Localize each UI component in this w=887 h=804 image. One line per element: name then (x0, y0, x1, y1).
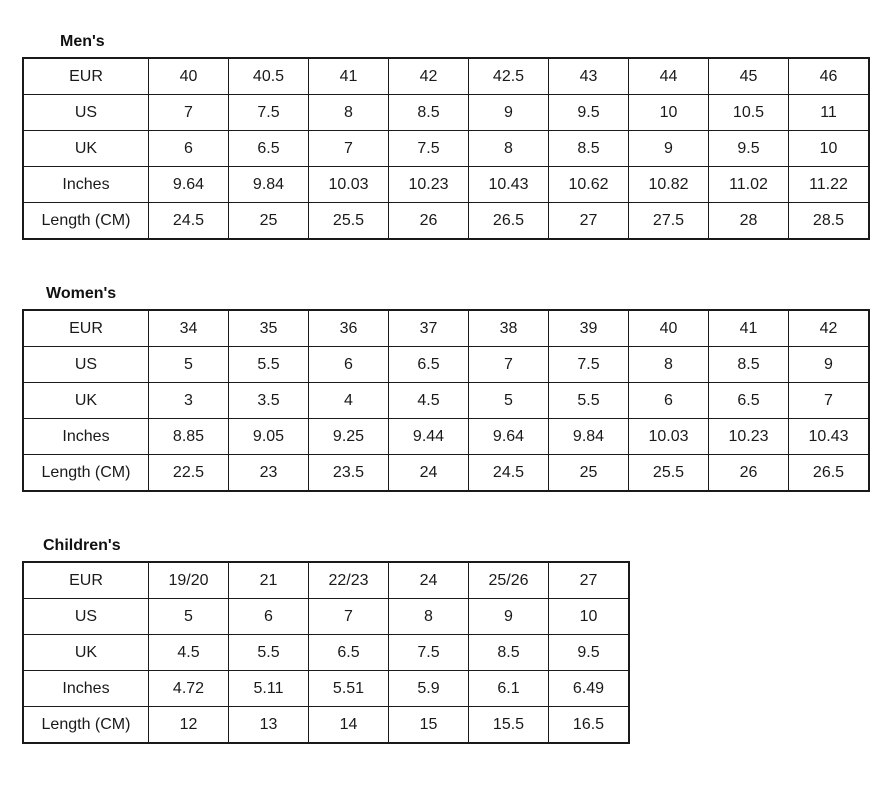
size-cell: 6.49 (549, 671, 630, 707)
size-cell: 7.5 (389, 131, 469, 167)
size-cell: 26.5 (789, 455, 870, 492)
size-cell: 27 (549, 203, 629, 240)
size-cell: 9.5 (709, 131, 789, 167)
size-cell: 36 (309, 310, 389, 347)
size-cell: 26.5 (469, 203, 549, 240)
size-cell: 24 (389, 455, 469, 492)
size-cell: 4 (309, 383, 389, 419)
table-row (23, 310, 869, 347)
size-cell: 9.25 (309, 419, 389, 455)
size-cell: 6 (309, 347, 389, 383)
size-cell: 6.5 (229, 131, 309, 167)
size-cell: 5.9 (389, 671, 469, 707)
table-row (23, 419, 869, 455)
size-cell: 25 (549, 455, 629, 492)
size-cell: 7.5 (229, 95, 309, 131)
size-cell: 16.5 (549, 707, 630, 744)
table-row (23, 455, 869, 492)
table-row (23, 203, 869, 240)
childrens-size-table (22, 561, 630, 744)
size-cell: 8.5 (549, 131, 629, 167)
row-label: Length (CM) (23, 203, 149, 240)
size-cell: 4.5 (149, 635, 229, 671)
table-row (23, 95, 869, 131)
size-cell: 12 (149, 707, 229, 744)
size-cell: 22.5 (149, 455, 229, 492)
mens-title: Men's (60, 33, 105, 50)
size-cell: 8 (469, 131, 549, 167)
size-cell: 25 (229, 203, 309, 240)
size-cell: 6.5 (389, 347, 469, 383)
size-cell: 9 (469, 599, 549, 635)
row-label: Inches (23, 167, 149, 203)
size-cell: 41 (709, 310, 789, 347)
size-cell: 5 (469, 383, 549, 419)
table-row (23, 347, 869, 383)
row-label: Inches (23, 671, 149, 707)
size-cell: 3 (149, 383, 229, 419)
size-cell: 13 (229, 707, 309, 744)
size-cell: 8.5 (709, 347, 789, 383)
size-cell: 24.5 (469, 455, 549, 492)
size-cell: 9 (629, 131, 709, 167)
size-cell: 9 (789, 347, 870, 383)
size-cell: 11.22 (789, 167, 870, 203)
row-label: UK (23, 383, 149, 419)
table-row (23, 671, 629, 707)
size-cell: 19/20 (149, 562, 229, 599)
childrens-title: Children's (43, 537, 121, 554)
size-cell: 42 (789, 310, 870, 347)
table-row (23, 599, 629, 635)
size-cell: 5.5 (229, 347, 309, 383)
size-cell: 44 (629, 58, 709, 95)
size-cell: 11.02 (709, 167, 789, 203)
size-cell: 7 (469, 347, 549, 383)
table-row (23, 562, 629, 599)
size-cell: 40 (149, 58, 229, 95)
size-cell: 21 (229, 562, 309, 599)
size-cell: 5.51 (309, 671, 389, 707)
size-cell: 10 (549, 599, 630, 635)
size-cell: 4.72 (149, 671, 229, 707)
row-label: EUR (23, 562, 149, 599)
size-cell: 10.62 (549, 167, 629, 203)
size-cell: 8.5 (389, 95, 469, 131)
row-label: Length (CM) (23, 455, 149, 492)
size-cell: 7.5 (549, 347, 629, 383)
size-cell: 5 (149, 599, 229, 635)
size-cell: 7.5 (389, 635, 469, 671)
size-cell: 15 (389, 707, 469, 744)
size-cell: 10.03 (309, 167, 389, 203)
row-label: UK (23, 131, 149, 167)
size-cell: 9.5 (549, 95, 629, 131)
size-cell: 46 (789, 58, 870, 95)
size-cell: 10.5 (709, 95, 789, 131)
row-label: UK (23, 635, 149, 671)
size-cell: 9.84 (229, 167, 309, 203)
size-cell: 25.5 (309, 203, 389, 240)
mens-size-table (22, 57, 870, 240)
size-cell: 28.5 (789, 203, 870, 240)
size-cell: 34 (149, 310, 229, 347)
size-cell: 14 (309, 707, 389, 744)
row-label: US (23, 599, 149, 635)
size-cell: 7 (789, 383, 870, 419)
size-cell: 9.5 (549, 635, 630, 671)
row-label: Inches (23, 419, 149, 455)
womens-size-table (22, 309, 870, 492)
size-cell: 40 (629, 310, 709, 347)
size-cell: 9 (469, 95, 549, 131)
size-cell: 5.5 (549, 383, 629, 419)
size-cell: 9.84 (549, 419, 629, 455)
size-cell: 9.05 (229, 419, 309, 455)
size-cell: 37 (389, 310, 469, 347)
size-cell: 24 (389, 562, 469, 599)
size-cell: 8.5 (469, 635, 549, 671)
size-cell: 25.5 (629, 455, 709, 492)
size-cell: 43 (549, 58, 629, 95)
table-row (23, 707, 629, 744)
size-cell: 6 (229, 599, 309, 635)
size-cell: 6 (629, 383, 709, 419)
size-cell: 5 (149, 347, 229, 383)
size-cell: 10 (789, 131, 870, 167)
size-cell: 5.11 (229, 671, 309, 707)
size-cell: 10 (629, 95, 709, 131)
size-cell: 10.23 (389, 167, 469, 203)
size-cell: 41 (309, 58, 389, 95)
size-cell: 23 (229, 455, 309, 492)
size-cell: 10.03 (629, 419, 709, 455)
size-cell: 24.5 (149, 203, 229, 240)
size-cell: 15.5 (469, 707, 549, 744)
size-cell: 23.5 (309, 455, 389, 492)
size-cell: 42 (389, 58, 469, 95)
size-cell: 5.5 (229, 635, 309, 671)
size-cell: 3.5 (229, 383, 309, 419)
size-cell: 7 (149, 95, 229, 131)
size-cell: 7 (309, 599, 389, 635)
size-cell: 10.23 (709, 419, 789, 455)
table-row (23, 58, 869, 95)
size-cell: 9.64 (149, 167, 229, 203)
table-row (23, 383, 869, 419)
size-cell: 40.5 (229, 58, 309, 95)
size-cell: 4.5 (389, 383, 469, 419)
size-cell: 8 (309, 95, 389, 131)
size-cell: 10.82 (629, 167, 709, 203)
size-cell: 6 (149, 131, 229, 167)
size-cell: 42.5 (469, 58, 549, 95)
size-cell: 27 (549, 562, 630, 599)
size-cell: 7 (309, 131, 389, 167)
row-label: EUR (23, 310, 149, 347)
table-row (23, 167, 869, 203)
size-cell: 28 (709, 203, 789, 240)
womens-title: Women's (46, 285, 117, 302)
table-row (23, 131, 869, 167)
row-label: US (23, 347, 149, 383)
size-cell: 11 (789, 95, 870, 131)
size-cell: 26 (389, 203, 469, 240)
size-cell: 10.43 (469, 167, 549, 203)
size-cell: 9.64 (469, 419, 549, 455)
size-cell: 6.5 (709, 383, 789, 419)
size-cell: 8 (389, 599, 469, 635)
size-cell: 39 (549, 310, 629, 347)
size-cell: 26 (709, 455, 789, 492)
size-cell: 6.1 (469, 671, 549, 707)
row-label: Length (CM) (23, 707, 149, 744)
table-row (23, 635, 629, 671)
size-cell: 27.5 (629, 203, 709, 240)
size-cell: 9.44 (389, 419, 469, 455)
size-cell: 8 (629, 347, 709, 383)
row-label: EUR (23, 58, 149, 95)
size-cell: 6.5 (309, 635, 389, 671)
size-cell: 8.85 (149, 419, 229, 455)
size-cell: 10.43 (789, 419, 870, 455)
size-cell: 38 (469, 310, 549, 347)
size-cell: 45 (709, 58, 789, 95)
size-cell: 25/26 (469, 562, 549, 599)
size-cell: 35 (229, 310, 309, 347)
row-label: US (23, 95, 149, 131)
size-cell: 22/23 (309, 562, 389, 599)
